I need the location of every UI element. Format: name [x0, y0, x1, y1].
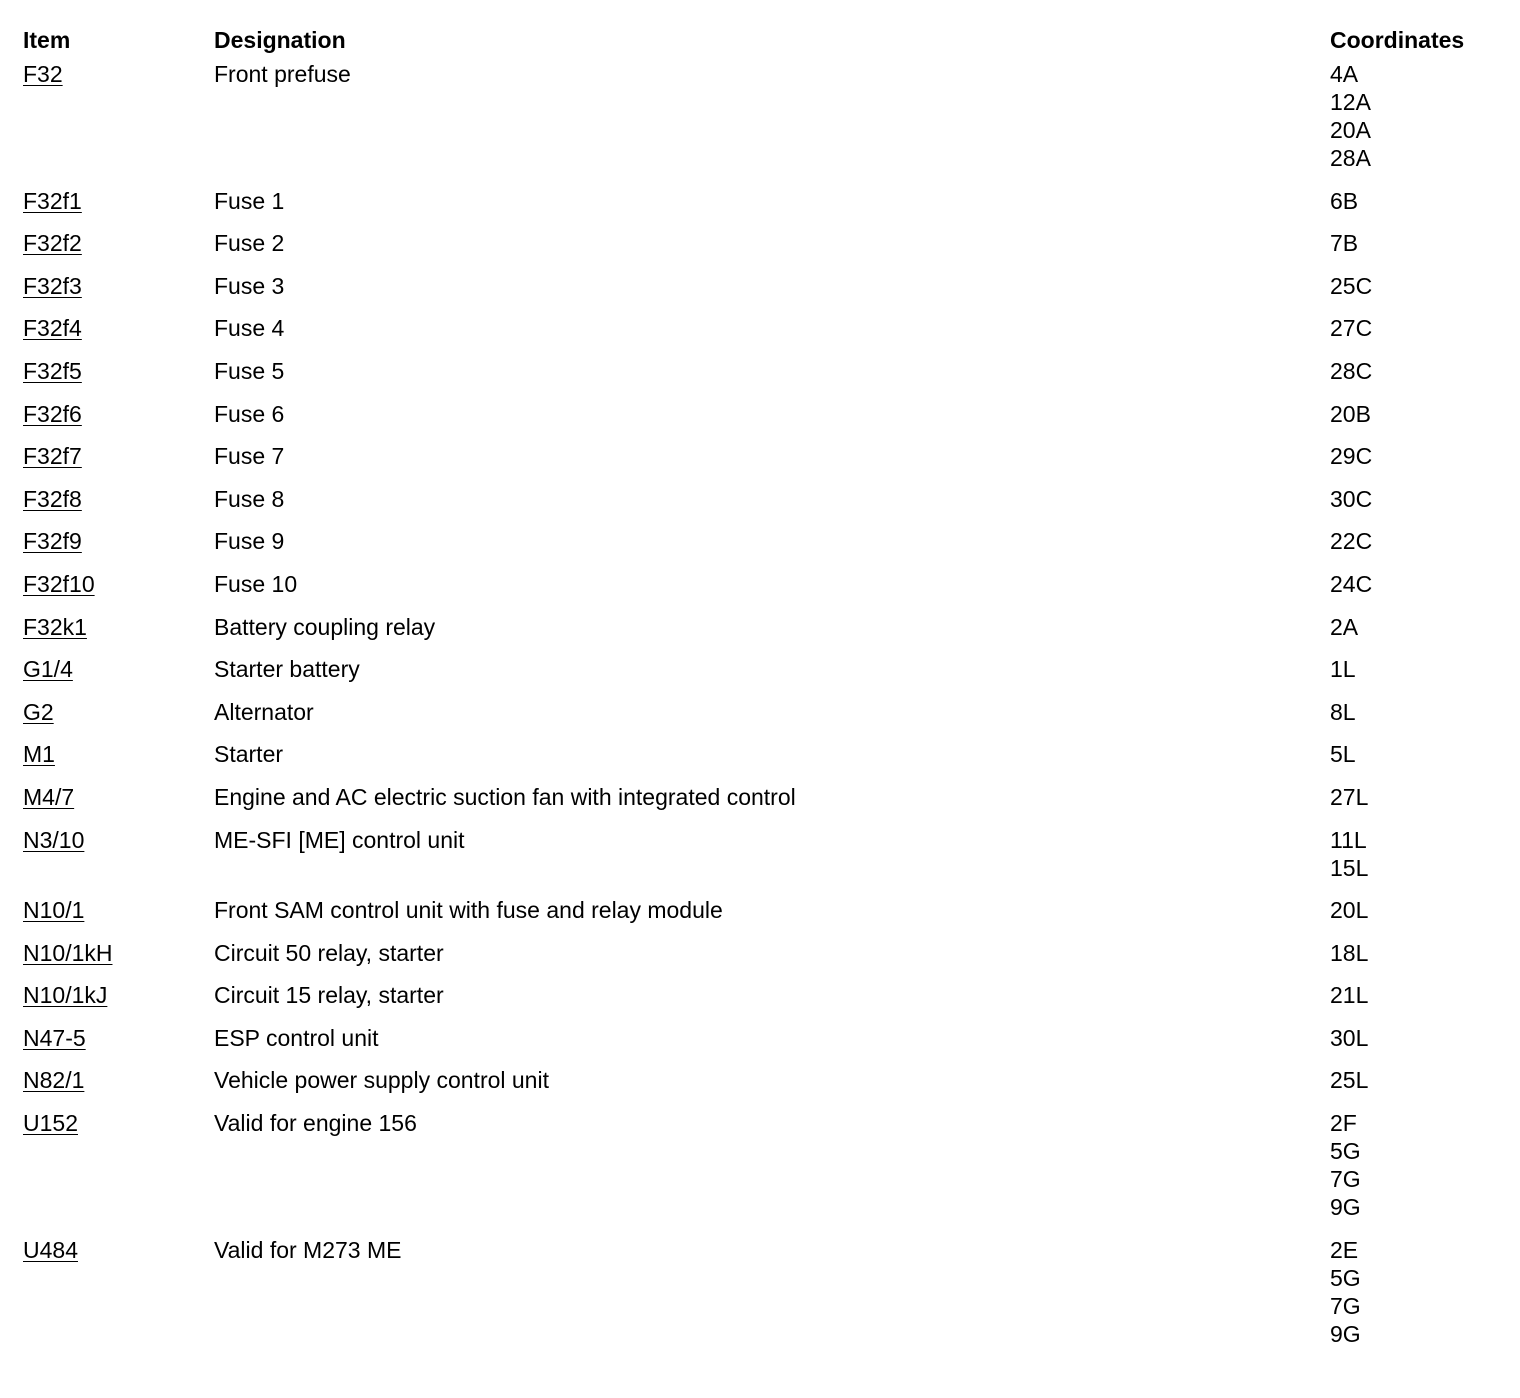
- coordinates-cell: [1330, 229, 1503, 272]
- coordinate-value: 8L: [1330, 698, 1356, 725]
- header-item: Item: [23, 27, 71, 53]
- header-coordinates: Coordinates: [1330, 27, 1465, 53]
- designation-cell: Vehicle power supply control unit: [214, 1067, 549, 1094]
- item-link[interactable]: F32: [23, 61, 63, 87]
- item-cell: [23, 1236, 214, 1363]
- coordinate-value: 18L: [1330, 939, 1369, 966]
- coordinates-cell: [1330, 939, 1503, 982]
- coordinate-value: 9G: [1330, 1320, 1361, 1347]
- coordinate-value: 7B: [1330, 230, 1359, 257]
- table-row: [23, 485, 1503, 528]
- coordinates-cell: [1330, 187, 1503, 230]
- coordinates-cell: [1330, 655, 1503, 698]
- coordinate-value: 29C: [1330, 443, 1373, 470]
- coordinate-value: 21L: [1330, 982, 1369, 1009]
- table-row: [23, 1066, 1503, 1109]
- item-link[interactable]: N10/1kH: [23, 939, 113, 966]
- table-row: [23, 896, 1503, 939]
- designation-cell: Circuit 50 relay, starter: [214, 939, 444, 966]
- table-row: [23, 187, 1503, 230]
- coordinates-cell: [1330, 400, 1503, 443]
- header-row: [23, 22, 1503, 60]
- item-link[interactable]: F32f9: [23, 528, 82, 555]
- coordinate-value: 28C: [1330, 357, 1373, 384]
- table-row: [23, 272, 1503, 315]
- coordinate-value: 5L: [1330, 741, 1356, 768]
- item-cell: [23, 527, 214, 570]
- coordinate-value: 15L: [1330, 854, 1369, 881]
- coordinate-value: 5G: [1330, 1264, 1361, 1291]
- table-row: [23, 826, 1503, 897]
- item-cell: [23, 896, 214, 939]
- coordinates-cell: [1330, 740, 1503, 783]
- item-cell: [23, 740, 214, 783]
- item-link[interactable]: U484: [23, 1236, 78, 1263]
- item-link[interactable]: N82/1: [23, 1067, 85, 1094]
- coordinate-value: 27L: [1330, 783, 1369, 810]
- item-link[interactable]: G2: [23, 698, 54, 725]
- designation-cell: Front SAM control unit with fuse and relay module: [214, 897, 723, 924]
- item-link[interactable]: F32f7: [23, 443, 82, 470]
- item-cell: [23, 187, 214, 230]
- designation-cell: Fuse 8: [214, 485, 285, 512]
- item-link[interactable]: N10/1: [23, 897, 85, 924]
- designation-cell: Fuse 6: [214, 400, 285, 427]
- coordinate-value: 27C: [1330, 315, 1373, 342]
- table-row: [23, 357, 1503, 400]
- table-row: [23, 400, 1503, 443]
- coordinate-value: 6B: [1330, 187, 1359, 214]
- designation-cell: Fuse 1: [214, 187, 285, 214]
- item-cell: [23, 655, 214, 698]
- item-cell: [23, 570, 214, 613]
- designation-cell: Starter battery: [214, 656, 360, 683]
- table-row: [23, 1024, 1503, 1067]
- coordinates-cell: [1330, 314, 1503, 357]
- coordinate-value: 1L: [1330, 656, 1356, 683]
- coordinates-cell: [1330, 570, 1503, 613]
- designation-cell: Valid for M273 ME: [214, 1236, 402, 1263]
- item-link[interactable]: U152: [23, 1110, 78, 1137]
- coordinate-value: 25C: [1330, 272, 1373, 299]
- table-row: [23, 570, 1503, 613]
- item-link[interactable]: F32f10: [23, 570, 95, 597]
- table-body: [23, 60, 1503, 1362]
- item-link[interactable]: F32f2: [23, 230, 82, 257]
- item-cell: [23, 939, 214, 982]
- coordinates-cell: [1330, 442, 1503, 485]
- item-cell: [23, 783, 214, 826]
- item-link[interactable]: F32f6: [23, 400, 82, 427]
- table-header: [23, 22, 1503, 60]
- coordinates-cell: [1330, 613, 1503, 656]
- table-row: [23, 314, 1503, 357]
- coordinate-value: 7G: [1330, 1166, 1361, 1193]
- item-cell: [23, 229, 214, 272]
- coordinates-cell: [1330, 485, 1503, 528]
- designation-cell: Fuse 4: [214, 315, 285, 342]
- table-row: [23, 783, 1503, 826]
- item-cell: [23, 357, 214, 400]
- coordinate-value: 20L: [1330, 897, 1369, 924]
- item-cell: [23, 981, 214, 1024]
- item-link[interactable]: F32k1: [23, 613, 87, 640]
- table-row: [23, 442, 1503, 485]
- coordinate-value: 11L: [1330, 826, 1367, 853]
- table-row: [23, 60, 1503, 187]
- item-cell: [23, 1109, 214, 1236]
- coordinate-value: 4A: [1330, 61, 1359, 87]
- item-cell: [23, 826, 214, 897]
- header-designation: Designation: [214, 27, 346, 53]
- item-link[interactable]: M4/7: [23, 783, 75, 810]
- coordinate-value: 24C: [1330, 570, 1373, 597]
- designation-cell: Valid for engine 156: [214, 1110, 417, 1137]
- table-row: [23, 1236, 1503, 1363]
- designation-cell: Fuse 2: [214, 230, 285, 257]
- coordinate-value: 2A: [1330, 613, 1359, 640]
- table-row: [23, 981, 1503, 1024]
- coordinates-cell: [1330, 783, 1503, 826]
- item-cell: [23, 1066, 214, 1109]
- table-row: [23, 527, 1503, 570]
- designation-cell: ESP control unit: [214, 1024, 379, 1051]
- coordinate-value: 30L: [1330, 1024, 1369, 1051]
- item-link[interactable]: G1/4: [23, 656, 73, 683]
- coordinates-cell: [1330, 527, 1503, 570]
- coordinate-value: 9G: [1330, 1194, 1361, 1221]
- coordinates-cell: [1330, 60, 1503, 187]
- coordinates-cell: [1330, 1066, 1503, 1109]
- coordinate-value: 22C: [1330, 528, 1373, 555]
- coordinate-value: 28A: [1330, 145, 1371, 171]
- coordinate-value: 7G: [1330, 1292, 1361, 1319]
- item-cell: [23, 442, 214, 485]
- coordinates-cell: [1330, 1236, 1503, 1363]
- item-link[interactable]: F32f4: [23, 315, 82, 342]
- component-legend-table: [23, 22, 1503, 1362]
- designation-cell: Fuse 5: [214, 357, 285, 384]
- table-row: [23, 939, 1503, 982]
- table-row: [23, 229, 1503, 272]
- table-row: [23, 655, 1503, 698]
- coordinates-cell: [1330, 981, 1503, 1024]
- item-link[interactable]: N3/10: [23, 826, 85, 853]
- item-cell: [23, 272, 214, 315]
- item-link[interactable]: F32f1: [23, 187, 82, 214]
- designation-cell: Fuse 10: [214, 570, 298, 597]
- coordinates-cell: [1330, 1109, 1503, 1236]
- item-cell: [23, 613, 214, 656]
- item-cell: [23, 400, 214, 443]
- coordinates-cell: [1330, 896, 1503, 939]
- coordinate-value: 20B: [1330, 400, 1371, 427]
- item-link[interactable]: N47-5: [23, 1024, 86, 1051]
- coordinate-value: 5G: [1330, 1138, 1361, 1165]
- designation-cell: Fuse 3: [214, 272, 285, 299]
- designation-cell: Front prefuse: [214, 61, 351, 87]
- coordinates-cell: [1330, 826, 1503, 897]
- coordinate-value: 12A: [1330, 89, 1371, 115]
- coordinate-value: 20A: [1330, 117, 1371, 143]
- table-row: [23, 613, 1503, 656]
- coordinates-cell: [1330, 1024, 1503, 1067]
- coordinate-value: 2E: [1330, 1236, 1359, 1263]
- coordinate-value: 2F: [1330, 1110, 1357, 1137]
- designation-cell: Circuit 15 relay, starter: [214, 982, 444, 1009]
- coordinates-cell: [1330, 698, 1503, 741]
- designation-cell: Alternator: [214, 698, 314, 725]
- item-cell: [23, 485, 214, 528]
- item-cell: [23, 1024, 214, 1067]
- item-cell: [23, 60, 214, 187]
- item-cell: [23, 314, 214, 357]
- item-link[interactable]: N10/1kJ: [23, 982, 108, 1009]
- coordinate-value: 25L: [1330, 1067, 1369, 1094]
- table-row: [23, 740, 1503, 783]
- designation-cell: Fuse 7: [214, 443, 285, 470]
- item-link[interactable]: F32f8: [23, 485, 82, 512]
- designation-cell: Engine and AC electric suction fan with integrated control: [214, 783, 796, 810]
- coordinates-cell: [1330, 357, 1503, 400]
- item-link[interactable]: M1: [23, 741, 55, 768]
- designation-cell: Starter: [214, 741, 284, 768]
- item-link[interactable]: F32f3: [23, 272, 82, 299]
- designation-cell: ME-SFI [ME] control unit: [214, 826, 465, 853]
- table-row: [23, 698, 1503, 741]
- table-row: [23, 1109, 1503, 1236]
- item-link[interactable]: F32f5: [23, 357, 82, 384]
- coordinate-value: 30C: [1330, 485, 1373, 512]
- designation-cell: Fuse 9: [214, 528, 285, 555]
- coordinates-cell: [1330, 272, 1503, 315]
- item-cell: [23, 698, 214, 741]
- designation-cell: Battery coupling relay: [214, 613, 436, 640]
